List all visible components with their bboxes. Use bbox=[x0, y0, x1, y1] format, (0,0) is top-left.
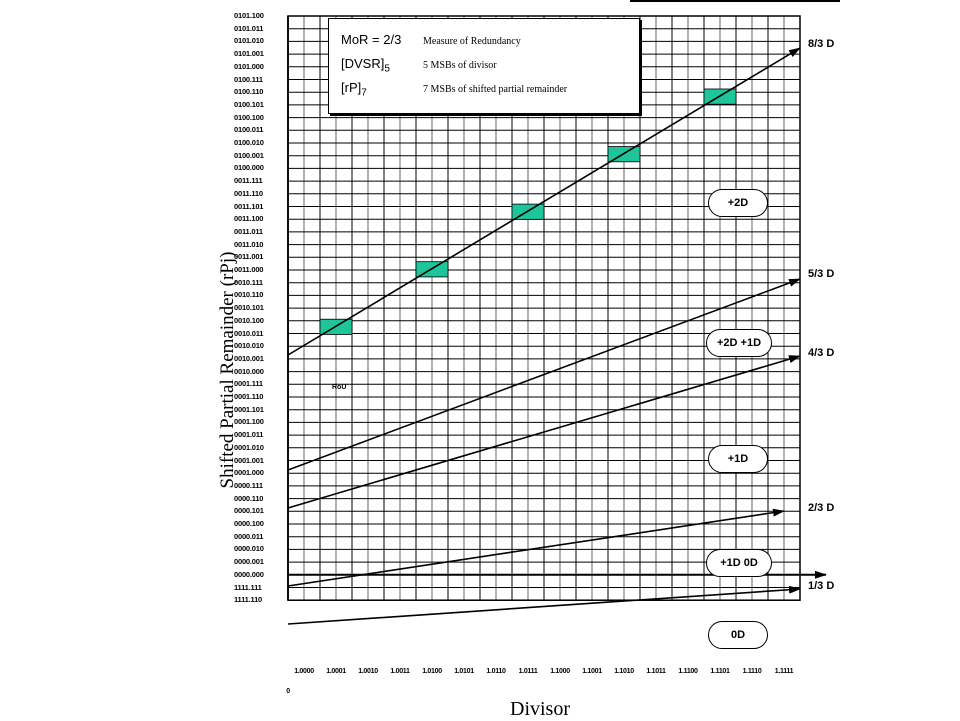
y-tick-label: 0001.000 bbox=[234, 468, 264, 478]
x-axis-title: Divisor bbox=[510, 698, 570, 720]
y-axis-title-text: Shifted Partial Remainder (rPj) bbox=[217, 251, 238, 489]
x-tick-label: 1.0101 bbox=[454, 668, 474, 675]
region-plus-1d: +1D bbox=[708, 445, 768, 473]
region-plus-1d-0d: +1D 0D bbox=[706, 549, 772, 577]
y-tick-label: 0011.100 bbox=[234, 214, 264, 224]
legend-desc-dvsr: 5 MSBs of divisor bbox=[423, 60, 497, 71]
y-tick-label: 0000.110 bbox=[234, 493, 264, 503]
legend-key-dvsr bbox=[341, 56, 423, 75]
y-tick-label: 0000.011 bbox=[234, 531, 264, 541]
x-tick-label: 1.0011 bbox=[390, 668, 410, 675]
y-tick-label: 0001.101 bbox=[234, 404, 264, 414]
y-tick-label: 0010.010 bbox=[234, 341, 264, 351]
y-tick-label: 0010.100 bbox=[234, 315, 264, 325]
y-tick-label: 0011.000 bbox=[234, 265, 264, 274]
y-tick-label: 0011.110 bbox=[234, 188, 263, 198]
y-tick-label: 0010.111 bbox=[234, 277, 263, 287]
y-tick-label: 0101.010 bbox=[234, 36, 264, 46]
legend-key-dvsr-sub: 5 bbox=[384, 63, 390, 75]
y-tick-label: 0010.001 bbox=[234, 353, 264, 363]
y-tick-label: 0001.111 bbox=[234, 379, 263, 389]
y-tick-label: 0011.010 bbox=[234, 239, 264, 249]
x-tick-label: 1.0100 bbox=[422, 668, 442, 675]
y-tick-label: 0000.000 bbox=[234, 569, 264, 579]
x-tick-label: 1.1000 bbox=[550, 668, 570, 675]
x-tick-label: 1.1100 bbox=[678, 668, 698, 675]
y-tick-label: 0011.101 bbox=[234, 201, 264, 211]
legend-key-rp-text: [rP] bbox=[341, 80, 362, 95]
region-plus-2d: +2D bbox=[708, 189, 768, 217]
legend-row-mor bbox=[341, 31, 521, 49]
y-tick-label: 0100.011 bbox=[234, 125, 264, 135]
y-tick-label: 1111.110 bbox=[234, 595, 263, 605]
x-tick-label: 1.0000 bbox=[294, 668, 314, 675]
y-tick-label: 0100.000 bbox=[234, 163, 264, 173]
legend-desc-rp: 7 MSBs of shifted partial remainder bbox=[423, 84, 568, 95]
line-label-5-3d: 5/3 D bbox=[808, 268, 835, 280]
legend-key-rp-sub: 7 bbox=[361, 87, 367, 99]
y-tick-label: 0000.101 bbox=[234, 506, 264, 516]
x-tick-label: 1.0110 bbox=[486, 668, 506, 675]
y-tick-label: 0001.001 bbox=[234, 455, 264, 465]
y-tick-label: 0100.101 bbox=[234, 99, 264, 109]
x-tick-label: 1.0010 bbox=[358, 668, 378, 675]
y-tick-label: 0000.010 bbox=[234, 544, 264, 554]
y-tick-label: 0100.010 bbox=[234, 138, 264, 147]
line-label-4-3d: 4/3 D bbox=[808, 347, 835, 359]
y-tick-label: 0100.100 bbox=[234, 112, 264, 122]
y-tick-label: 0001.011 bbox=[234, 430, 264, 440]
y-tick-label: 0011.111 bbox=[234, 176, 263, 186]
y-tick-label: 0100.110 bbox=[234, 87, 264, 97]
y-tick-label: 0001.110 bbox=[234, 392, 264, 401]
y-tick-label: 0101.000 bbox=[234, 61, 264, 71]
y-tick-label: 0010.101 bbox=[234, 303, 264, 313]
y-tick-label: 1111.111 bbox=[234, 582, 262, 592]
y-tick-label: 0010.110 bbox=[234, 290, 264, 300]
y-tick-label: 0010.011 bbox=[234, 328, 264, 338]
y-tick-label: 0011.011 bbox=[234, 226, 263, 236]
legend-row-dvsr bbox=[341, 55, 497, 75]
legend-desc-mor: Measure of Redundancy bbox=[423, 36, 521, 47]
x-tick-label: 1.1110 bbox=[742, 668, 762, 675]
line-label-8-3d: 8/3 D bbox=[808, 38, 835, 50]
legend-key-dvsr-text: [DVSR] bbox=[341, 56, 385, 71]
x-tick-label: 1.0001 bbox=[326, 668, 346, 675]
line-label-1-3d: 1/3 D bbox=[808, 580, 835, 592]
y-tick-label: 0000.111 bbox=[234, 480, 263, 490]
legend-row-rp bbox=[341, 79, 567, 99]
x-tick-label: 1.1101 bbox=[710, 668, 730, 675]
x-tick-label: 1.1001 bbox=[582, 668, 602, 675]
y-tick-label: 0100.111 bbox=[234, 74, 263, 84]
y-tick-label: 0010.000 bbox=[234, 366, 264, 376]
y-tick-label: 0101.001 bbox=[234, 49, 264, 59]
line-label-2-3d: 2/3 D bbox=[808, 502, 835, 514]
x-tick-label: 1.0111 bbox=[518, 668, 538, 675]
legend-key-mor bbox=[341, 32, 423, 47]
rou-annotation: RoU bbox=[332, 384, 347, 391]
y-tick-label: 0101.011 bbox=[234, 23, 264, 33]
x-tick-label: 1.1111 bbox=[774, 668, 794, 675]
y-tick-label: 0000.001 bbox=[234, 557, 264, 567]
y-tick-label: 0001.100 bbox=[234, 417, 264, 427]
y-tick-label: 0011.001 bbox=[234, 252, 264, 262]
region-plus-2d-plus-1d: +2D +1D bbox=[706, 329, 772, 357]
y-tick-label: 0000.100 bbox=[234, 519, 264, 528]
legend-box bbox=[328, 18, 640, 114]
region-0d: 0D bbox=[708, 621, 768, 649]
x-tick-label: 1.1011 bbox=[646, 668, 666, 675]
legend-key-mor-text: MoR = 2/3 bbox=[341, 32, 402, 47]
legend-key-rp bbox=[341, 80, 423, 99]
y-tick-label: 0001.010 bbox=[234, 442, 264, 452]
y-tick-label: 0100.001 bbox=[234, 150, 264, 160]
y-tick-label: 0101.100 bbox=[234, 11, 264, 20]
x-tick-label: 1.1010 bbox=[614, 668, 634, 675]
x-origin-label: 0 bbox=[286, 688, 290, 695]
